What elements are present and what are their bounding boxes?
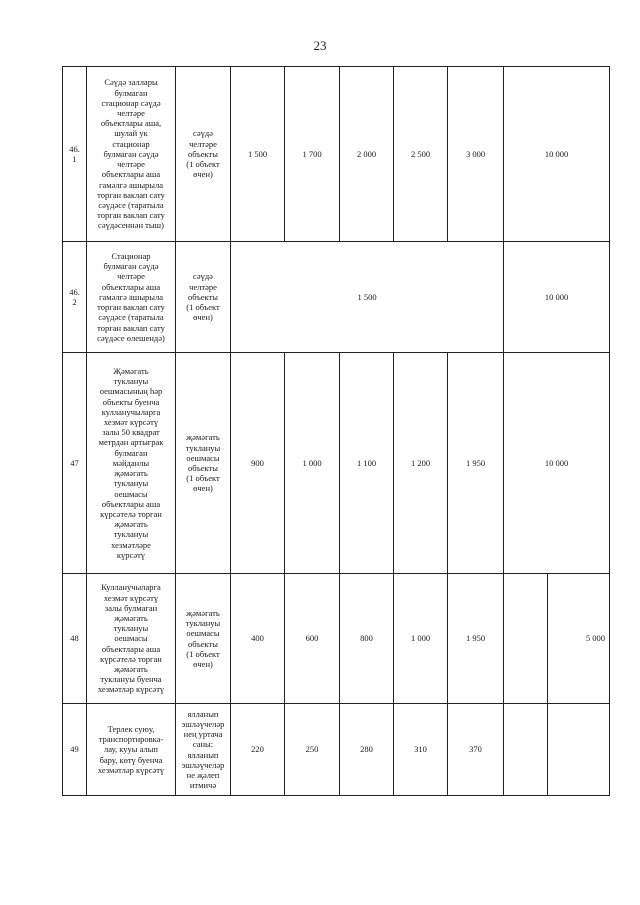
table-row [63,704,610,796]
value-cell: 600 [285,574,340,704]
value-cell: 370 [448,704,504,796]
activity-description: Стационар булмаган сәүдә челтәре объектлары аша гамәлгә ашырыла торган ваклап сату сәүдәсе (таратыла торган ваклап сату сәүдәсе өлешендә) [87,242,176,353]
tax-rates-table [62,66,610,796]
unit-cell: җәмәгать туклануы оешмасы объекты (1 объект өчен) [176,574,231,704]
row-number: 46. 1 [63,67,87,242]
unit-cell: ялланып эшләүчеләр нең уртача саны: ялланып эшләүчеләр не җәлеп итмичә [176,704,231,796]
max-value-cell: 10 000 [504,353,610,574]
table-row [63,353,610,574]
max-value-cell: 5 000 [548,574,610,704]
value-cell: 400 [231,574,285,704]
value-cell: 310 [394,704,448,796]
activity-description: Терлек суюу, транспортировка- лау, кууы алып бару, көтү буенча хезмәтләр күрсәтү [87,704,176,796]
value-cell: 900 [231,353,285,574]
row-number: 47 [63,353,87,574]
value-cell: 250 [285,704,340,796]
max-value-cell: 10 000 [504,242,610,353]
table-row [63,574,610,704]
value-cell: 1 950 [448,353,504,574]
value-cell: 280 [340,704,394,796]
row-number: 46. 2 [63,242,87,353]
value-cell: 1 700 [285,67,340,242]
activity-description: Сәүдә заллары булмаган стационар сәүдә челтәре объектлары аша, шулай ук стационар булмаган сәүдә челтәре объектлары аша гамәлгә ашырыла торган ваклап сату сәүдәсе (таратыла торган ваклап сату сәүдәсеннән тыш) [87,67,176,242]
row-number: 49 [63,704,87,796]
value-cell: 1 950 [448,574,504,704]
table-row [63,67,610,242]
value-cell: 1 000 [394,574,448,704]
activity-description: Җәмәгать туклануы оешмасының һәр объекты буенча кулланучыларга хезмәт күрсәтү залы 50 квадрат метрдан артыграк булмаган мәйданлы җәмәгать туклануы оешмасы объектлары аша күрсәтелә торган җәмәгать туклануы хезмәтләре күрсәтү [87,353,176,574]
value-cell: 1 200 [394,353,448,574]
value-cell: 3 000 [448,67,504,242]
value-cell: 1 100 [340,353,394,574]
row-number: 48 [63,574,87,704]
unit-cell: сәүдә челтәре объекты (1 объект өчен) [176,242,231,353]
activity-description: Кулланучыларга хезмәт күрсәтү залы булмаган җәмәгать туклануы оешмасы объектлары аша күрсәтелә торган җәмәгать туклануы буенча хезмәтләр күрсәтү [87,574,176,704]
unit-cell: җәмәгать туклануы оешмасы объекты (1 объект өчен) [176,353,231,574]
page-number: 23 [313,38,327,53]
unit-cell: сәүдә челтәре объекты (1 объект өчен) [176,67,231,242]
empty-cell [504,704,548,796]
empty-cell [548,704,610,796]
value-cell: 2 500 [394,67,448,242]
value-cell: 1 500 [231,67,285,242]
empty-cell [504,574,548,704]
value-cell: 220 [231,704,285,796]
table-row [63,242,610,353]
value-cell: 800 [340,574,394,704]
value-cell: 2 000 [340,67,394,242]
max-value-cell: 10 000 [504,67,610,242]
merged-value-cell: 1 500 [231,242,504,353]
value-cell: 1 000 [285,353,340,574]
